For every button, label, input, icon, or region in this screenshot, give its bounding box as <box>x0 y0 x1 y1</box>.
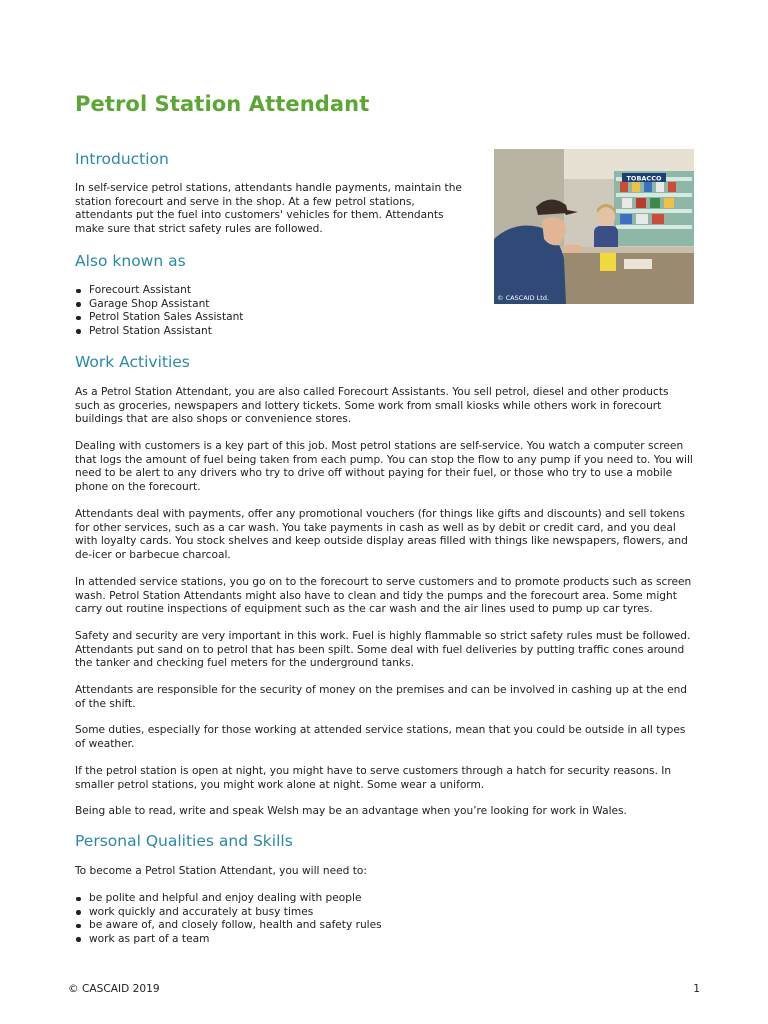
list-item: Petrol Station Assistant <box>89 325 243 339</box>
work-activities-paragraph: Dealing with customers is a key part of this job. Most petrol stations are self-service. You watch a computer screen that logs the amount of fuel being taken from each pump. You can stop the flow to any pump if you need to. You will need to be alert to any drivers who try to drive off without paying for their fuel, or those who try to use a mobile phone on the forecourt. <box>75 440 693 493</box>
photo-credit: © CASCAID Ltd. <box>497 294 550 302</box>
list-item: Garage Shop Assistant <box>89 298 243 312</box>
personal-qualities-heading: Personal Qualities and Skills <box>75 832 293 850</box>
list-item: Forecourt Assistant <box>89 284 243 298</box>
work-activities-paragraph: In attended service stations, you go on to the forecourt to serve customers and to promote products such as screen wash. Petrol Station Attendants might also have to clean and tidy the pumps and the forecourt area. Some might carry out routine inspections of equipment such as the car wash and the air lines used to pump up car tyres. <box>75 576 692 616</box>
work-activities-paragraph: Safety and security are very important in this work. Fuel is highly flammable so strict safety rules must be followed. Attendants put sand on to petrol that has been spilt. Some deal with fuel deliveries by putting traffic cones around the tanker and checking fuel meters for the underground tanks. <box>75 630 691 670</box>
photo-sign-text: TOBACCO <box>626 174 662 183</box>
list-item: be aware of, and closely follow, health and safety rules <box>89 919 382 932</box>
list-item: work quickly and accurately at busy times <box>89 906 382 920</box>
also-known-as-list <box>75 284 243 338</box>
work-activities-paragraph: If the petrol station is open at night, you might have to serve customers through a hatch for security reasons. In smaller petrol stations, you might work alone at night. Some wear a uniform. <box>75 765 672 791</box>
introduction-heading: Introduction <box>75 150 169 168</box>
page-number: 1 <box>693 983 700 995</box>
work-activities-paragraph: Being able to read, write and speak Welsh may be an advantage when you’re looking for work in Wales. <box>75 805 627 817</box>
personal-qualities-intro: To become a Petrol Station Attendant, you will need to: <box>75 865 367 877</box>
footer-copyright: © CASCAID 2019 <box>68 983 160 995</box>
page-title: Petrol Station Attendant <box>75 92 370 116</box>
introduction-text: In self-service petrol stations, attendants handle payments, maintain the station forecourt and serve in the shop. At a few petrol stations, attendants put the fuel into customers' vehicles for them. Attendants make sure that strict safety rules are followed. <box>75 182 462 235</box>
work-activities-paragraph: Attendants deal with payments, offer any promotional vouchers (for things like gifts and discounts) and sell tokens for other services, such as a car wash. You take payments in cash as well as by debit or credit card, and you deal with loyalty cards. You stock shelves and keep outside display areas filled with things like newspapers, flowers, and de-icer or barbecue charcoal. <box>75 508 688 561</box>
work-activities-paragraph: As a Petrol Station Attendant, you are also called Forecourt Assistants. You sell petrol, diesel and other products such as groceries, newspapers and lottery tickets. Some work from small kiosks while others work in forecourt buildings that are also shops or convenience stores. <box>75 386 669 426</box>
work-activities-heading: Work Activities <box>75 353 190 371</box>
attendant-photo <box>494 149 694 304</box>
work-activities-paragraph: Attendants are responsible for the security of money on the premises and can be involved in cashing up at the end of the shift. <box>75 684 688 710</box>
list-item: Petrol Station Sales Assistant <box>89 311 244 324</box>
work-activities-paragraph: Some duties, especially for those working at attended service stations, mean that you could be outside in all types of weather. <box>75 724 686 750</box>
list-item: work as part of a team <box>89 933 382 947</box>
personal-qualities-list <box>75 892 382 946</box>
also-known-as-heading: Also known as <box>75 252 186 270</box>
list-item: be polite and helpful and enjoy dealing with people <box>89 892 382 906</box>
